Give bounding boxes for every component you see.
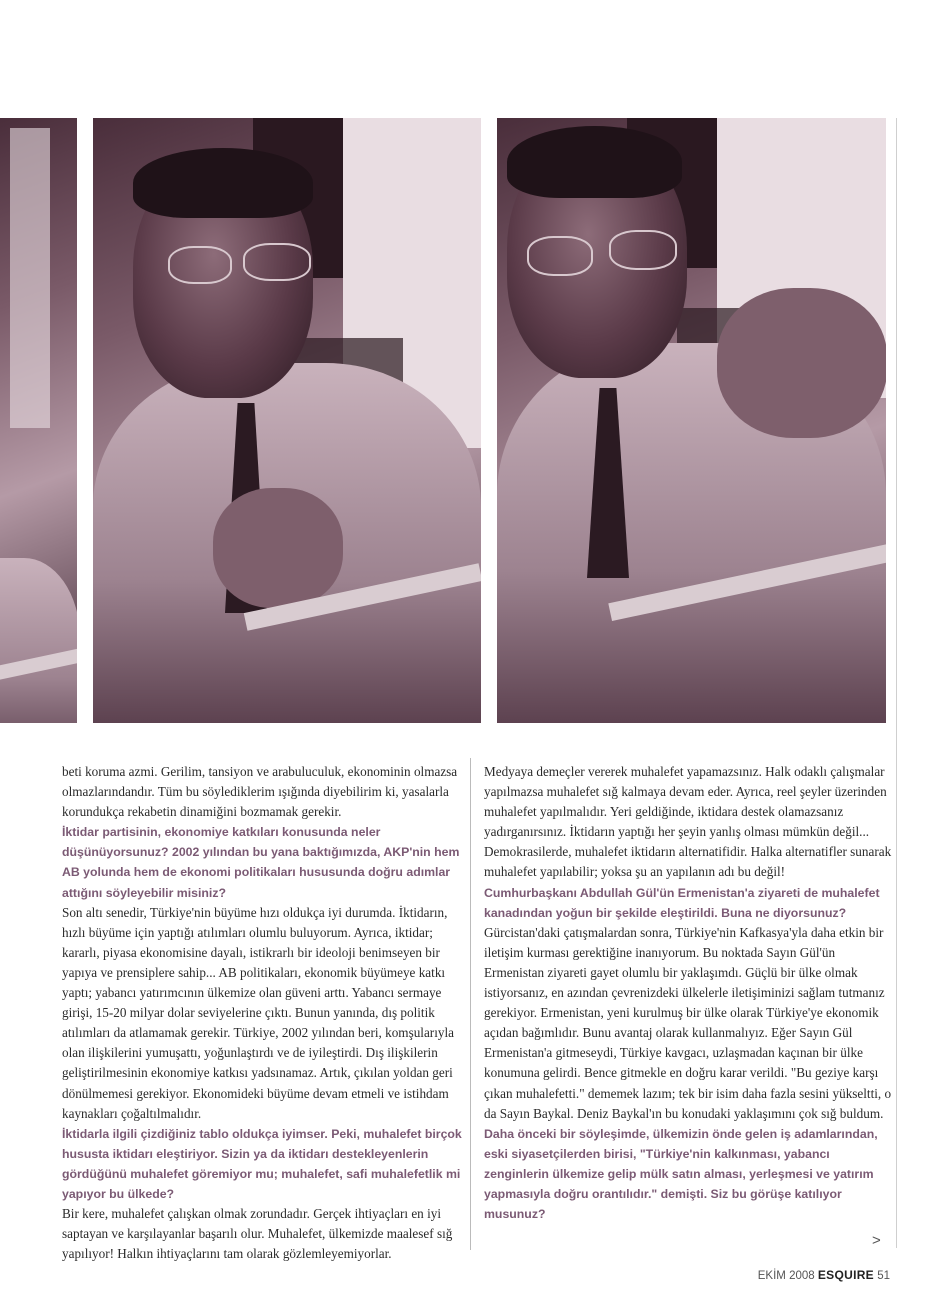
interview-question: İktidar partisinin, ekonomiye katkıları konusunda neler düşünüyorsunuz? 2002 yılından bu yana baktığımızda, AKP'nin hem AB yolunda hem de ekonomi politikaları hususunda doğru adımlar attığını söyleyebilir misiniz? bbox=[62, 825, 460, 900]
interview-answer: Son altı senedir, Türkiye'nin büyüme hızı oldukça iyi durumda. İktidarın, hızlı büyüme için yaptığı atılımları olumlu buluyorum. Ayrıca, iktidar; kararlı, piyasa ekonomisine dayalı, istikrarlı bir ideoloji benimseyen bir yapıya ve prensiplere sahip... AB politikaları, ekonomik büyümeye katkı yaptı; yabancı yatırımcının ülkemize olan güveni arttı. Yabancı sermaye girişi, 15-20 milyar dolar seviyelerine çıktı. Bunun yanında, dış politik atılımları da atlamamak gerekir. Türkiye, 2002 yılından beri, komşularıyla olan ilişkilerini yumuşattı, yoğunlaştırdı ve de iyileştirdi. Dış ilişkilerin geliştirilmesinin ekonomiye katkısı yadsınamaz. Artık, çıkılan yoldan geri dönülmemesi gerekiyor. Ekonomideki büyüme devam etmeli ve istihdam kaynakları çoğaltılmalıdır. bbox=[62, 904, 454, 1121]
continue-arrow-icon: > bbox=[872, 1232, 881, 1249]
issue-date: EKİM 2008 bbox=[757, 1270, 815, 1282]
interview-question: İktidarla ilgili çizdiğiniz tablo oldukça iyimser. Peki, muhalefet birçok hususta iktidarı eleştiriyor. Sizin ya da iktidarı destekleyenlerin gördüğünü muhalefet göremiyor mu; muhalefet, safi muhalefetlik mi yapıyor bu ülkede? bbox=[62, 1126, 462, 1201]
interview-question: Cumhurbaşkanı Abdullah Gül'ün Ermenistan'a ziyareti de muhalefet kanadından yoğun bir şekilde eleştirildi. Buna ne diyorsunuz? bbox=[484, 885, 880, 920]
interview-answer: Bir kere, muhalefet çalışkan olmak zorundadır. Gerçek ihtiyaçları en iyi saptayan ve karşılayanlar başarılı olur. Muhalefet, ülkemizde maalesef sığ yapılıyor! Halkın ihtiyaçlarını tam olarak gözlemleyemiyorlar. bbox=[62, 1206, 453, 1262]
page-number: 51 bbox=[877, 1270, 890, 1282]
interview-answer: Gürcistan'daki çatışmalardan sonra, Türkiye'nin Kafkasya'yla daha etkin bir iletişim kurması gerektiğine inanıyorum. Bu noktada Sayın Gül'ün Ermenistan ziyareti gayet olumlu bir yaklaşımdı. Güçlü bir ülke olmak istiyorsanız, en azından çevrenizdeki ülkelerle iletişiminizi sağlam tutmanız gerekiyor. Ermenistan, yeni kurulmuş bir ülke olarak Türkiye'ye ekonomik açıdan bağımlıdır. Bunu avantaj olarak kullanmalıyız. Eğer Sayın Gül Ermenistan'a gitmeseydi, Türkiye kavgacı, uzlaşmadan kaçınan bir ülke konumuna gelirdi. Bence gitmekle en doğru karar verildi. "Bu geziye karşı çıkan muhalefetti." dememek lazım; tek bir isim daha fazla sesini yükseltti, o da Sayın Baykal. Deniz Baykal'ın bu konudaki yaklaşımını çok sığ buldum. bbox=[484, 924, 892, 1121]
page-footer bbox=[758, 1268, 890, 1282]
photo-portrait-1 bbox=[93, 118, 481, 723]
photo-portrait-2 bbox=[497, 118, 886, 723]
page-edge-rule bbox=[896, 118, 897, 1248]
interview-question: Daha önceki bir söyleşimde, ülkemizin önde gelen iş adamlarından, eski siyasetçilerden birisi, "Türkiye'nin kalkınması, yabancı zenginlerin ülkemize gelip mülk satın alması, yerleşmesi ve yatırım yapmasıyla doğru orantılıdır." demişti. Siz bu görüşe katılıyor musunuz? bbox=[484, 1126, 878, 1222]
interview-answer: Medyaya demeçler vererek muhalefet yapamazsınız. Halk odaklı çalışmalar yapılmazsa muhalefet sığ kalmaya devam eder. Ayrıca, reel şeyler üzerinden muhalefet yapılmalıdır. Yeri geldiğinde, iktidara destek olamazsanız yadırganırsınız. İktidarın yaptığı her şeyin yanlış olması mümkün değil... Demokrasilerde, muhalefet iktidarın alternatifidir. Halka alternatifler sunarak muhalefet yapılabilir; yoksa şu an yapılanın adı bu değil! bbox=[484, 764, 892, 880]
magazine-brand: ESQUIRE bbox=[817, 1268, 874, 1282]
article-column-right bbox=[484, 762, 894, 1224]
interview-answer: beti koruma azmi. Gerilim, tansiyon ve arabuluculuk, ekonominin olmazsa olmazlarındandır. Tüm bu söylediklerim ışığında diyebilirim ki, yasalarla korundukça rekabetin dinamiğini bozmamak gerekir. bbox=[62, 764, 458, 820]
photo-left-crop bbox=[0, 118, 77, 723]
article-column-left bbox=[62, 762, 472, 1264]
column-divider bbox=[470, 758, 471, 1250]
